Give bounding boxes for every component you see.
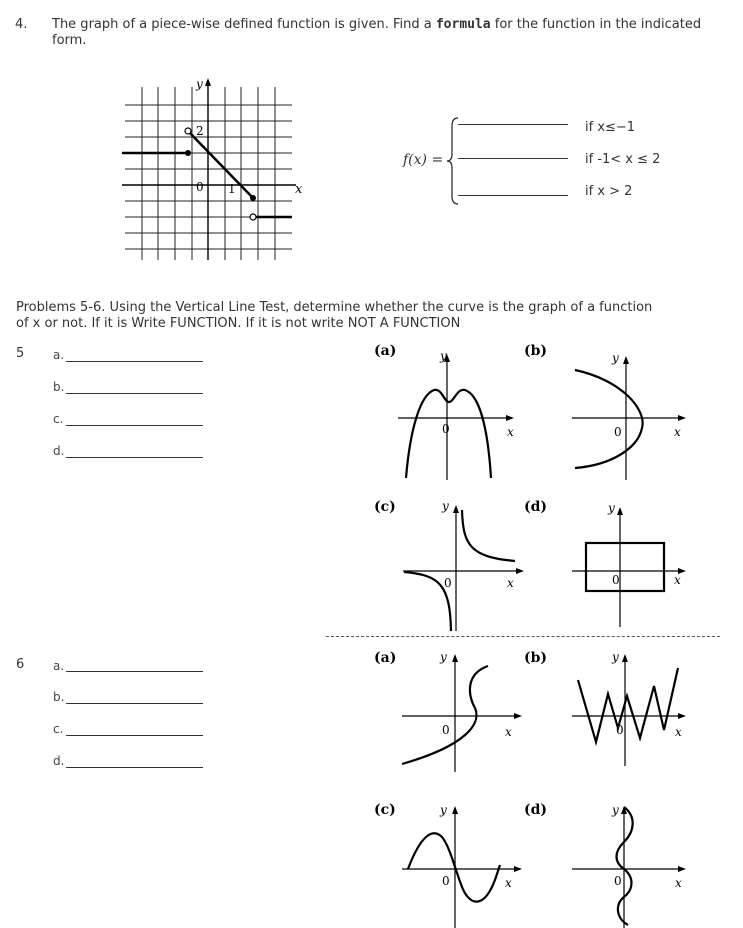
p6b-panel-label: (b)	[524, 650, 548, 666]
p6b-y-label: y	[612, 650, 619, 664]
p6a-y-label: y	[440, 650, 447, 664]
p5-answer-d-blank[interactable]	[66, 457, 203, 458]
p6-answer-a-label: a.	[53, 659, 65, 673]
p6b-origin: 0	[616, 723, 624, 737]
problem-4-bold-word: formula	[435, 17, 491, 32]
p5d-x-label: x	[674, 573, 681, 587]
closed-dot-right	[250, 195, 256, 201]
p6d-y-label: y	[612, 803, 619, 817]
open-dot-top	[185, 128, 191, 134]
p6c-x-label: x	[505, 876, 512, 890]
p5-graph-c	[370, 495, 530, 635]
p6d-origin: 0	[614, 874, 622, 888]
p5b-panel-label: (b)	[524, 343, 548, 359]
p5a-origin: 0	[442, 422, 450, 436]
p6a-panel-label: (a)	[374, 650, 397, 666]
piecewise-segments	[122, 131, 292, 217]
graph-x-label: x	[295, 182, 303, 197]
p5-answer-a-label: a.	[53, 348, 65, 362]
p6d-panel-label: (d)	[524, 802, 548, 818]
p6-answer-d-label: d.	[53, 754, 65, 768]
left-brace-icon	[446, 116, 460, 206]
p5d-y-label: y	[608, 501, 615, 515]
p5a-x-label: x	[507, 425, 514, 439]
fx-label: f(x) =	[403, 152, 444, 168]
p6b-x-label: x	[675, 725, 682, 739]
p5-answer-d-label: d.	[53, 444, 65, 458]
formula-blank-3[interactable]	[458, 195, 568, 196]
graph-tick-one: 1	[228, 182, 236, 196]
section-divider	[326, 636, 720, 637]
p6a-x-label: x	[505, 725, 512, 739]
graph-y-label: y	[196, 77, 203, 91]
p5-answer-b-blank[interactable]	[66, 393, 203, 394]
p5b-y-label: y	[612, 351, 619, 365]
p6-graph-d	[522, 797, 692, 928]
y-arrow-icon	[205, 78, 211, 86]
p5-graph-d	[522, 495, 692, 635]
p5b-origin: 0	[614, 425, 622, 439]
problem-4-number: 4.	[15, 17, 28, 32]
p5-answer-a-blank[interactable]	[66, 361, 203, 362]
p5-answer-c-label: c.	[53, 412, 64, 426]
p6a-origin: 0	[442, 723, 450, 737]
condition-1: if x≤−1	[585, 120, 636, 135]
p5c-panel-label: (c)	[374, 499, 396, 515]
p5d-origin: 0	[612, 573, 620, 587]
piecewise-graph	[120, 75, 303, 265]
p6-answer-b-blank[interactable]	[66, 703, 203, 704]
problems-5-6-heading-line2: of x or not. If it is Write FUNCTION. If it is not write NOT A FUNCTION	[16, 316, 461, 331]
p6-answer-c-label: c.	[53, 722, 64, 736]
condition-2: if -1< x ≤ 2	[585, 152, 661, 167]
p6-graph-b	[522, 646, 692, 776]
problem-6-number: 6	[16, 657, 25, 672]
p6c-panel-label: (c)	[374, 802, 396, 818]
formula-blank-1[interactable]	[458, 124, 568, 125]
p6-answer-b-label: b.	[53, 690, 65, 704]
p6-answer-d-blank[interactable]	[66, 767, 203, 768]
p5-answer-c-blank[interactable]	[66, 425, 203, 426]
p5c-y-label: y	[442, 499, 449, 513]
problem-4-text-after: for the function in the indicated form.	[52, 17, 702, 48]
formula-blank-2[interactable]	[458, 158, 568, 159]
graph-origin-label: 0	[196, 180, 204, 194]
problem-4-text-before: The graph of a piece-wise defined function is given. Find a	[52, 17, 436, 32]
p5c-origin: 0	[444, 576, 452, 590]
p5c-x-label: x	[507, 576, 514, 590]
p6-answer-c-blank[interactable]	[66, 735, 203, 736]
p6d-x-label: x	[675, 876, 682, 890]
p5-answer-b-label: b.	[53, 380, 65, 394]
closed-dot-left	[185, 150, 191, 156]
p6-answer-a-blank[interactable]	[66, 671, 203, 672]
p5d-panel-label: (d)	[524, 499, 548, 515]
p6-graph-c	[370, 797, 530, 928]
open-dot-bottom	[250, 214, 256, 220]
problems-5-6-heading-line1: Problems 5-6. Using the Vertical Line Test, determine whether the curve is the graph of a function	[16, 300, 653, 315]
p5a-y-label: y	[440, 349, 447, 363]
p6c-origin: 0	[442, 874, 450, 888]
graph-tick-two: 2	[196, 124, 204, 138]
p6c-y-label: y	[440, 803, 447, 817]
condition-3: if x > 2	[585, 184, 633, 199]
p6-graph-a	[370, 646, 530, 776]
problem-4-text	[52, 17, 712, 49]
p5-graph-a	[370, 340, 520, 485]
p5a-panel-label: (a)	[374, 343, 397, 359]
problem-5-number: 5	[16, 346, 25, 361]
p5-graph-b	[522, 340, 692, 485]
p5b-x-label: x	[674, 425, 681, 439]
